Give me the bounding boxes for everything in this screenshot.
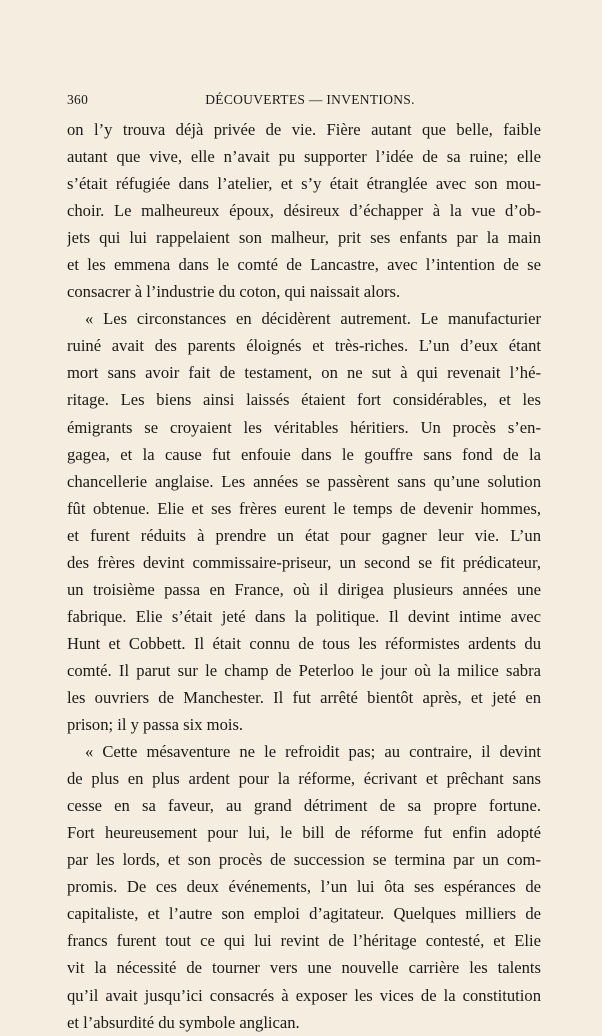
text-line: et furent réduits à prendre un état pour gagner leur vie. L’un — [67, 525, 541, 545]
text-line: choir. Le malheureux époux, désireux d’échapper à la vue d’ob- — [67, 201, 541, 221]
text-line: ruiné avait des parents éloignés et très-riches. L’un d’eux étant — [67, 336, 541, 356]
text-line: comté. Il parut sur le champ de Peterloo le jour où la milice sabra — [67, 660, 541, 680]
text-line: cesse en sa faveur, au grand détriment de sa propre fortune. — [67, 796, 541, 816]
text-line: « Cette mésaventure ne le refroidit pas; au contraire, il devint — [85, 742, 541, 762]
body-text — [67, 116, 541, 1036]
text-line: fabrique. Elie s’était jeté dans la politique. Il devint intime avec — [67, 606, 541, 626]
text-line: mort sans avoir fait de testament, on ne sut à qui revenait l’hé- — [67, 363, 541, 383]
text-line: Hunt et Cobbett. Il était connu de tous les réformistes ardents du — [67, 633, 541, 653]
text-line: les ouvriers de Manchester. Il fut arrêté bientôt après, et jeté en — [67, 687, 541, 707]
text-line: de plus en plus ardent pour la réforme, écrivant et prêchant sans — [67, 769, 541, 789]
text-line: par les lords, et son procès de succession se termina par un com- — [67, 850, 541, 870]
text-line: promis. De ces deux événements, l’un lui ôta ses espérances de — [67, 877, 541, 897]
text-line: fût obtenue. Elie et ses frères eurent le temps de devenir hommes, — [67, 498, 541, 518]
text-line: gagea, et la cause fut enfouie dans le gouffre sans fond de la — [67, 444, 541, 464]
page-number: 360 — [67, 92, 89, 107]
text-line: on l’y trouva déjà privée de vie. Fière autant que belle, faible — [67, 120, 541, 139]
text-line: francs furent tout ce qui lui revint de l’héritage contesté, et Elie — [67, 931, 541, 951]
text-line: chancellerie anglaise. Les années se passèrent sans qu’une solution — [67, 471, 541, 491]
text-line: émigrants se croyaient les véritables héritiers. Un procès s’en- — [67, 417, 541, 437]
text-line: et l’absurdité du symbole anglican. — [67, 1012, 300, 1032]
text-line: et les emmena dans le comté de Lancastre, avec l’intention de se — [67, 255, 541, 275]
text-line: prison; il y passa six mois. — [67, 715, 244, 735]
running-title: DÉCOUVERTES — INVENTIONS. — [205, 92, 415, 107]
text-line: autant que vive, elle n’avait pu supporter l’idée de sa ruine; elle — [67, 147, 541, 167]
text-line: « Les circonstances en décidèrent autrement. Le manufacturier — [85, 309, 541, 329]
text-line: vit la nécessité de tourner vers une nouvelle carrière les talents — [67, 958, 541, 978]
text-line: capitaliste, et l’autre son emploi d’agitateur. Quelques milliers de — [67, 904, 541, 924]
text-line: ritage. Les biens ainsi laissés étaient fort considérables, et les — [67, 390, 541, 410]
page-header — [67, 91, 541, 109]
text-line: jets qui lui rappelaient son malheur, prit ses enfants par la main — [67, 228, 541, 248]
text-line: s’était réfugiée dans l’atelier, et s’y était étranglée avec son mou- — [67, 174, 541, 194]
text-line: qu’il avait jusqu’ici consacrés à exposer les vices de la constitution — [67, 985, 541, 1005]
text-line: un troisième passa en France, où il dirigea plusieurs années une — [67, 579, 541, 599]
text-line: consacrer à l’industrie du coton, qui naissait alors. — [67, 282, 401, 302]
text-line: des frères devint commissaire-priseur, un second se fit prédicateur, — [67, 552, 541, 572]
text-line: Fort heureusement pour lui, le bill de réforme fut enfin adopté — [67, 823, 541, 843]
